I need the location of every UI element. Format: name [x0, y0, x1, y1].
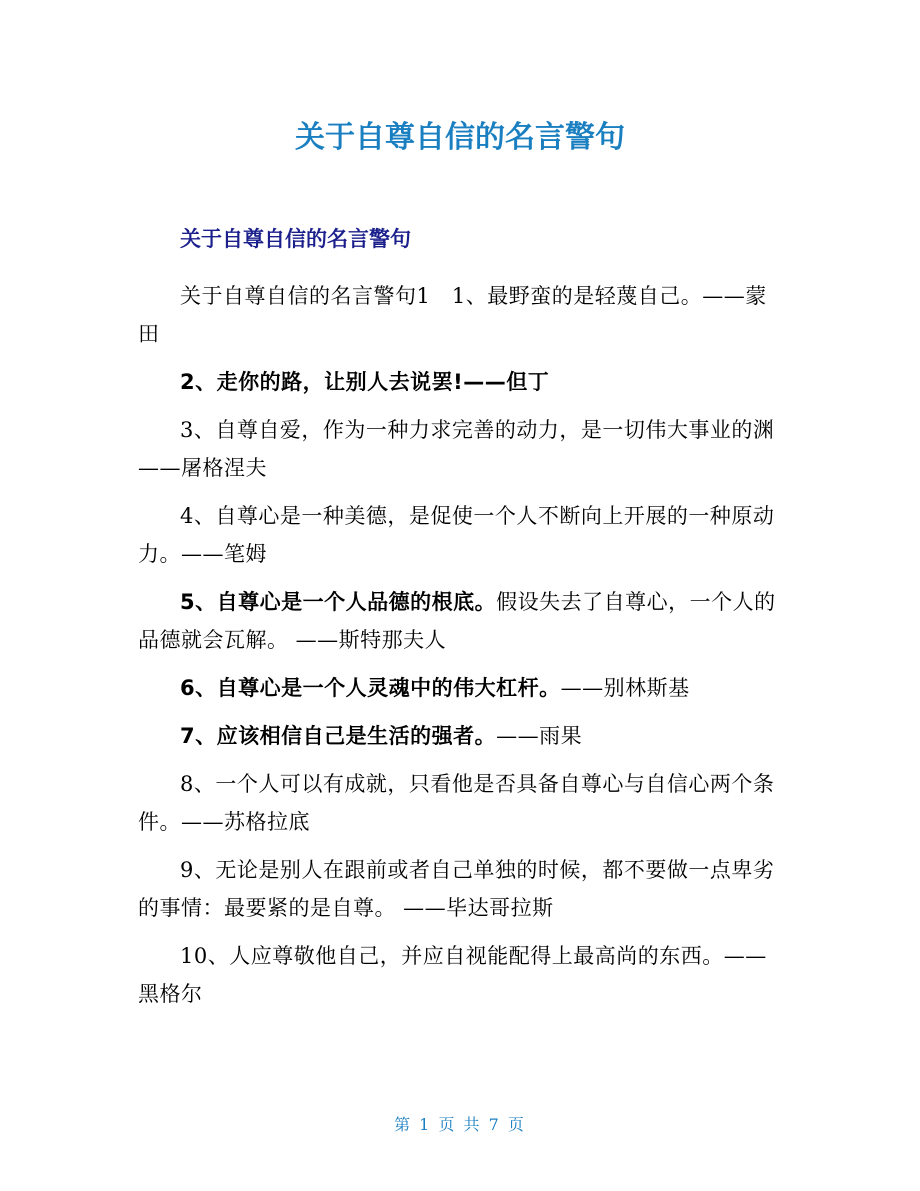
document-title: 关于自尊自信的名言警句 [295, 120, 625, 155]
quote-bold-text: 5、自尊心是一个人品德的根底。 [180, 590, 497, 614]
quote-text: 10、人应尊敬他自己，并应自视能配得上最高尚的东西。——黑格尔 [138, 944, 767, 1006]
section-heading: 关于自尊自信的名言警句 [180, 227, 411, 251]
quote-text: ——雨果 [496, 724, 583, 748]
quote-text: 假设失去了自尊心，一个人的品德就会瓦解。 ——斯特那夫人 [138, 590, 776, 652]
quote-paragraph [138, 851, 788, 927]
quote-paragraph [138, 765, 788, 841]
quote-text: 3、自尊自爱，作为一种力求完善的动力，是一切伟大事业的渊 ——屠格涅夫 [138, 418, 775, 480]
quote-text: 关于自尊自信的名言警句1 1、最野蛮的是轻蔑自己。——蒙田 [138, 284, 767, 346]
quote-list [138, 277, 788, 1023]
quote-text: 8、一个人可以有成就，只看他是否具备自尊心与自信心两个条件。——苏格拉底 [138, 772, 775, 834]
quote-text: ——别林斯基 [560, 676, 690, 700]
page-number-footer: 第 1 页 共 7 页 [394, 1115, 526, 1134]
quote-paragraph [138, 937, 788, 1013]
quote-paragraph [138, 717, 788, 755]
quote-paragraph [138, 669, 788, 707]
quote-text: 9、无论是别人在跟前或者自己单独的时候，都不要做一点卑劣的事情：最要紧的是自尊。 ——毕达哥拉斯 [138, 858, 775, 920]
quote-paragraph [138, 411, 788, 487]
quote-bold-text: 7、应该相信自己是生活的强者。 [180, 724, 497, 748]
quote-paragraph [138, 583, 788, 659]
quote-bold-text: 2、走你的路，让别人去说罢!——但丁 [180, 370, 550, 394]
quote-bold-text: 6、自尊心是一个人灵魂中的伟大杠杆。 [180, 676, 561, 700]
quote-text: 4、自尊心是一种美德，是促使一个人不断向上开展的一种原动力。——笔姆 [138, 504, 775, 566]
quote-paragraph [138, 363, 788, 401]
quote-paragraph [138, 497, 788, 573]
quote-paragraph [138, 277, 788, 353]
